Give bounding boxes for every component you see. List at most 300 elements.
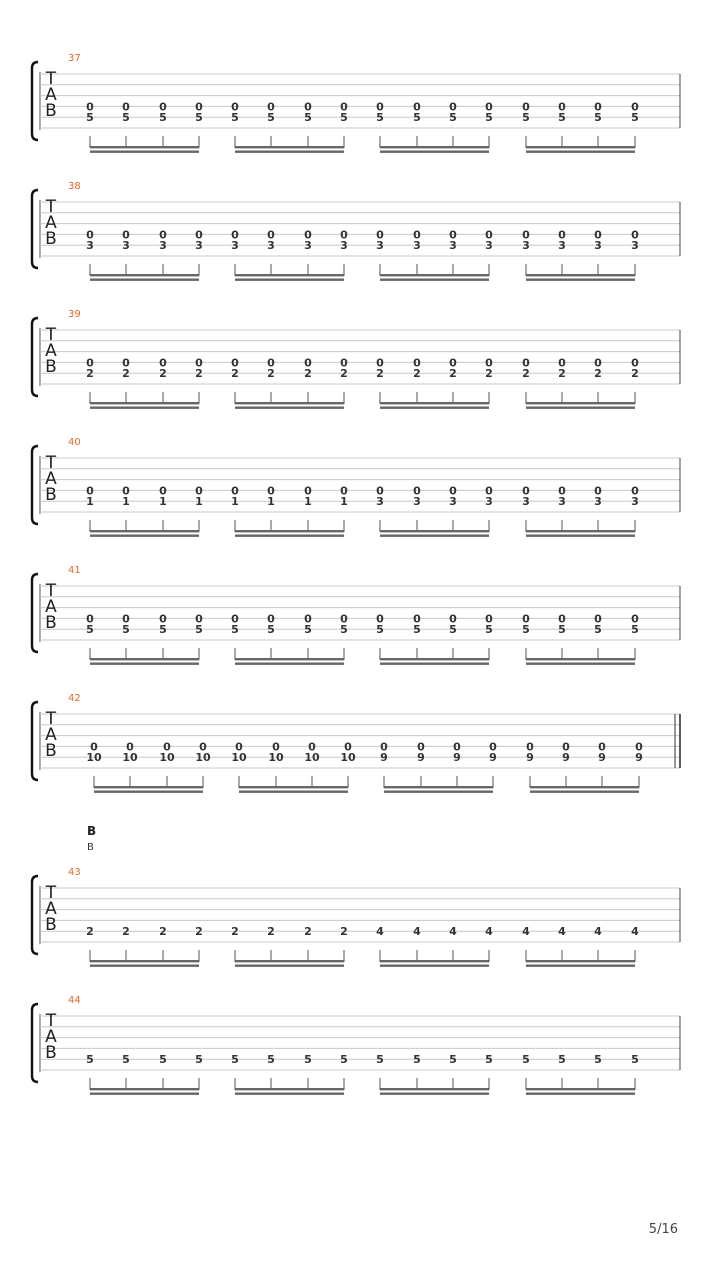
fret-number: 0 [631,228,639,242]
fret-number: 0 [558,484,566,498]
beam-primary [526,530,635,532]
fret-number: 0 [304,228,312,242]
beam-primary [90,960,199,962]
measure-number: 40 [68,437,81,448]
tab-system-39 [32,309,680,409]
fret-number: 0 [340,612,348,626]
fret-number: 5 [122,1053,130,1067]
fret-number: 0 [195,100,203,114]
fret-number: 0 [231,356,239,370]
fret-number: 2 [86,925,94,939]
tab-clef-t: T [45,709,57,729]
fret-number: 5 [413,111,421,125]
tab-clef-b: B [45,741,57,761]
fret-number: 0 [558,228,566,242]
fret-number: 5 [485,623,493,637]
fret-number: 3 [522,495,530,509]
system-bracket [32,876,38,954]
fret-number: 10 [340,751,356,765]
fret-number: 5 [522,111,530,125]
fret-number: 2 [122,367,130,381]
beam-primary [526,1088,635,1090]
fret-number: 5 [86,111,94,125]
fret-number: 5 [413,623,421,637]
fret-number: 0 [231,228,239,242]
fret-number: 4 [376,925,384,939]
system-bracket [32,1004,38,1082]
fret-number: 5 [86,1053,94,1067]
fret-number: 0 [562,740,570,754]
beam-secondary [380,663,489,665]
fret-number: 0 [86,484,94,498]
beam-primary [90,146,199,148]
fret-number: 5 [122,623,130,637]
fret-number: 5 [159,1053,167,1067]
beam-secondary [90,535,199,537]
fret-number: 2 [304,925,312,939]
fret-number: 4 [449,925,457,939]
tab-clef-t: T [45,883,57,903]
fret-number: 0 [122,356,130,370]
fret-number: 2 [413,367,421,381]
fret-number: 2 [159,925,167,939]
tab-clef-b: B [45,915,57,935]
fret-number: 0 [522,612,530,626]
fret-number: 0 [380,740,388,754]
fret-number: 0 [340,100,348,114]
section-title: B [87,824,97,838]
fret-number: 5 [376,111,384,125]
fret-number: 0 [485,100,493,114]
fret-number: 0 [522,100,530,114]
beam-primary [235,960,344,962]
fret-number: 3 [86,239,94,253]
fret-number: 0 [635,740,643,754]
fret-number: 0 [594,356,602,370]
beam-secondary [530,791,639,793]
tab-clef-a: A [45,469,57,489]
fret-number: 3 [594,495,602,509]
beam-secondary [235,965,344,967]
beam-primary [90,402,199,404]
fret-number: 0 [90,740,98,754]
beam-secondary [90,965,199,967]
beam-primary [526,960,635,962]
fret-number: 4 [522,925,530,939]
fret-number: 0 [413,228,421,242]
fret-number: 0 [522,356,530,370]
fret-number: 0 [522,228,530,242]
fret-number: 3 [413,495,421,509]
beam-secondary [380,1093,489,1095]
fret-number: 5 [340,1053,348,1067]
fret-number: 0 [308,740,316,754]
fret-number: 0 [594,228,602,242]
measure-number: 38 [68,181,81,192]
beam-primary [384,786,493,788]
beam-primary [526,658,635,660]
fret-number: 0 [489,740,497,754]
fret-number: 0 [376,100,384,114]
fret-number: 2 [340,367,348,381]
fret-number: 2 [522,367,530,381]
fret-number: 0 [163,740,171,754]
fret-number: 3 [631,239,639,253]
fret-number: 2 [594,367,602,381]
fret-number: 0 [449,100,457,114]
fret-number: 5 [449,1053,457,1067]
fret-number: 9 [489,751,497,765]
fret-number: 10 [122,751,138,765]
fret-number: 0 [199,740,207,754]
measure-number: 44 [68,995,81,1006]
fret-number: 5 [195,1053,203,1067]
fret-number: 0 [376,356,384,370]
fret-number: 10 [304,751,320,765]
fret-number: 0 [267,612,275,626]
beam-secondary [526,663,635,665]
system-bracket [32,190,38,268]
fret-number: 1 [195,495,203,509]
fret-number: 4 [413,925,421,939]
fret-number: 0 [304,484,312,498]
fret-number: 3 [304,239,312,253]
fret-number: 5 [413,1053,421,1067]
fret-number: 0 [376,484,384,498]
beam-primary [526,402,635,404]
fret-number: 5 [304,1053,312,1067]
tab-clef-t: T [45,1011,57,1031]
fret-number: 3 [631,495,639,509]
beam-secondary [380,407,489,409]
beam-secondary [235,663,344,665]
fret-number: 5 [594,111,602,125]
fret-number: 9 [526,751,534,765]
fret-number: 0 [344,740,352,754]
fret-number: 0 [235,740,243,754]
fret-number: 3 [231,239,239,253]
fret-number: 0 [594,612,602,626]
tab-clef-b: B [45,357,57,377]
beam-primary [90,658,199,660]
fret-number: 9 [562,751,570,765]
fret-number: 5 [631,623,639,637]
fret-number: 10 [86,751,102,765]
beam-primary [380,1088,489,1090]
beam-primary [90,530,199,532]
fret-number: 5 [558,1053,566,1067]
fret-number: 0 [159,100,167,114]
fret-number: 2 [267,367,275,381]
fret-number: 1 [159,495,167,509]
fret-number: 0 [304,356,312,370]
fret-number: 3 [413,239,421,253]
tab-clef-t: T [45,581,57,601]
fret-number: 0 [485,612,493,626]
measure-number: 41 [68,565,81,576]
beam-secondary [526,535,635,537]
beam-secondary [380,279,489,281]
fret-number: 1 [267,495,275,509]
fret-number: 0 [376,228,384,242]
fret-number: 0 [631,612,639,626]
fret-number: 5 [376,1053,384,1067]
tab-system-41 [32,565,680,665]
fret-number: 3 [485,239,493,253]
fret-number: 0 [86,612,94,626]
fret-number: 3 [159,239,167,253]
fret-number: 3 [522,239,530,253]
fret-number: 3 [449,495,457,509]
beam-secondary [380,535,489,537]
fret-number: 0 [522,484,530,498]
fret-number: 0 [340,356,348,370]
fret-number: 0 [340,484,348,498]
fret-number: 0 [304,100,312,114]
fret-number: 0 [195,228,203,242]
fret-number: 2 [558,367,566,381]
beam-secondary [235,535,344,537]
system-bracket [32,446,38,524]
fret-number: 5 [231,623,239,637]
fret-number: 5 [231,111,239,125]
beam-primary [239,786,348,788]
fret-number: 5 [122,111,130,125]
fret-number: 0 [231,612,239,626]
page-number: 5/16 [648,1222,678,1237]
fret-number: 0 [631,484,639,498]
fret-number: 0 [594,100,602,114]
fret-number: 0 [231,100,239,114]
fret-number: 0 [267,228,275,242]
fret-number: 4 [558,925,566,939]
beam-secondary [90,663,199,665]
fret-number: 5 [594,623,602,637]
fret-number: 3 [376,495,384,509]
beam-primary [526,274,635,276]
tab-clef-a: A [45,85,57,105]
fret-number: 0 [159,356,167,370]
fret-number: 5 [159,111,167,125]
fret-number: 0 [195,612,203,626]
beam-primary [380,530,489,532]
fret-number: 5 [485,1053,493,1067]
fret-number: 0 [86,356,94,370]
fret-number: 0 [413,612,421,626]
fret-number: 3 [594,239,602,253]
fret-number: 3 [485,495,493,509]
fret-number: 0 [267,100,275,114]
fret-number: 3 [195,239,203,253]
fret-number: 0 [86,100,94,114]
beam-primary [235,146,344,148]
fret-number: 3 [122,239,130,253]
fret-number: 10 [268,751,284,765]
fret-number: 5 [159,623,167,637]
fret-number: 0 [376,612,384,626]
fret-number: 5 [449,111,457,125]
beam-secondary [380,151,489,153]
tab-system-44 [32,995,680,1095]
fret-number: 5 [86,623,94,637]
beam-primary [380,658,489,660]
measure-number: 39 [68,309,81,320]
fret-number: 2 [304,367,312,381]
tab-clef-b: B [45,485,57,505]
fret-number: 0 [485,228,493,242]
fret-number: 0 [598,740,606,754]
measure-number: 37 [68,53,81,64]
fret-number: 0 [631,356,639,370]
fret-number: 0 [594,484,602,498]
beam-primary [235,1088,344,1090]
fret-number: 0 [86,228,94,242]
fret-number: 5 [340,623,348,637]
fret-number: 0 [122,612,130,626]
beam-secondary [526,151,635,153]
fret-number: 0 [159,484,167,498]
tab-clef-b: B [45,229,57,249]
fret-number: 0 [195,356,203,370]
system-bracket [32,702,38,780]
fret-number: 2 [631,367,639,381]
fret-number: 2 [159,367,167,381]
fret-number: 10 [231,751,247,765]
fret-number: 9 [453,751,461,765]
beam-primary [235,530,344,532]
tab-clef-a: A [45,1027,57,1047]
beam-secondary [235,1093,344,1095]
beam-secondary [235,151,344,153]
beam-primary [380,146,489,148]
fret-number: 5 [304,623,312,637]
beam-primary [530,786,639,788]
fret-number: 0 [159,612,167,626]
fret-number: 5 [195,623,203,637]
fret-number: 2 [267,925,275,939]
fret-number: 5 [340,111,348,125]
beam-secondary [235,407,344,409]
fret-number: 0 [231,484,239,498]
fret-number: 2 [86,367,94,381]
fret-number: 0 [340,228,348,242]
beam-secondary [239,791,348,793]
fret-number: 5 [267,623,275,637]
fret-number: 2 [340,925,348,939]
fret-number: 0 [485,356,493,370]
fret-number: 10 [159,751,175,765]
fret-number: 5 [631,111,639,125]
measure-number: 43 [68,867,81,878]
fret-number: 0 [126,740,134,754]
tab-clef-a: A [45,341,57,361]
tab-system-42 [32,693,680,793]
measure-number: 42 [68,693,81,704]
fret-number: 4 [485,925,493,939]
fret-number: 0 [485,484,493,498]
fret-number: 0 [449,356,457,370]
fret-number: 0 [413,484,421,498]
tab-clef-b: B [45,101,57,121]
beam-secondary [526,279,635,281]
fret-number: 4 [594,925,602,939]
beam-secondary [526,965,635,967]
beam-primary [235,402,344,404]
tab-system-37 [32,53,680,153]
fret-number: 2 [449,367,457,381]
fret-number: 9 [598,751,606,765]
fret-number: 5 [449,623,457,637]
tab-clef-b: B [45,613,57,633]
fret-number: 5 [558,111,566,125]
tab-clef-a: A [45,597,57,617]
tab-clef-a: A [45,725,57,745]
fret-number: 5 [522,1053,530,1067]
fret-number: 2 [376,367,384,381]
beam-primary [380,960,489,962]
fret-number: 3 [267,239,275,253]
beam-secondary [90,407,199,409]
beam-secondary [526,1093,635,1095]
beam-primary [380,402,489,404]
fret-number: 0 [413,100,421,114]
fret-number: 0 [558,356,566,370]
beam-primary [380,274,489,276]
fret-number: 3 [376,239,384,253]
fret-number: 3 [558,239,566,253]
fret-number: 5 [267,111,275,125]
fret-number: 1 [122,495,130,509]
tab-clef-t: T [45,453,57,473]
fret-number: 2 [485,367,493,381]
fret-number: 5 [594,1053,602,1067]
fret-number: 0 [449,484,457,498]
tab-system-43 [32,824,680,967]
beam-primary [235,658,344,660]
fret-number: 5 [376,623,384,637]
fret-number: 5 [522,623,530,637]
fret-number: 0 [122,484,130,498]
fret-number: 0 [267,484,275,498]
tab-clef-b: B [45,1043,57,1063]
fret-number: 0 [526,740,534,754]
fret-number: 2 [231,367,239,381]
fret-number: 0 [449,612,457,626]
fret-number: 5 [631,1053,639,1067]
beam-secondary [380,965,489,967]
fret-number: 1 [304,495,312,509]
beam-secondary [90,151,199,153]
fret-number: 0 [304,612,312,626]
fret-number: 1 [231,495,239,509]
tab-clef-a: A [45,899,57,919]
fret-number: 0 [449,228,457,242]
tab-clef-t: T [45,197,57,217]
beam-secondary [90,279,199,281]
beam-secondary [94,791,203,793]
fret-number: 2 [231,925,239,939]
fret-number: 1 [86,495,94,509]
beam-secondary [235,279,344,281]
tab-system-40 [32,437,680,537]
fret-number: 5 [558,623,566,637]
beam-secondary [90,1093,199,1095]
beam-secondary [526,407,635,409]
fret-number: 3 [340,239,348,253]
fret-number: 0 [267,356,275,370]
tab-system-38 [32,181,680,281]
fret-number: 5 [195,111,203,125]
